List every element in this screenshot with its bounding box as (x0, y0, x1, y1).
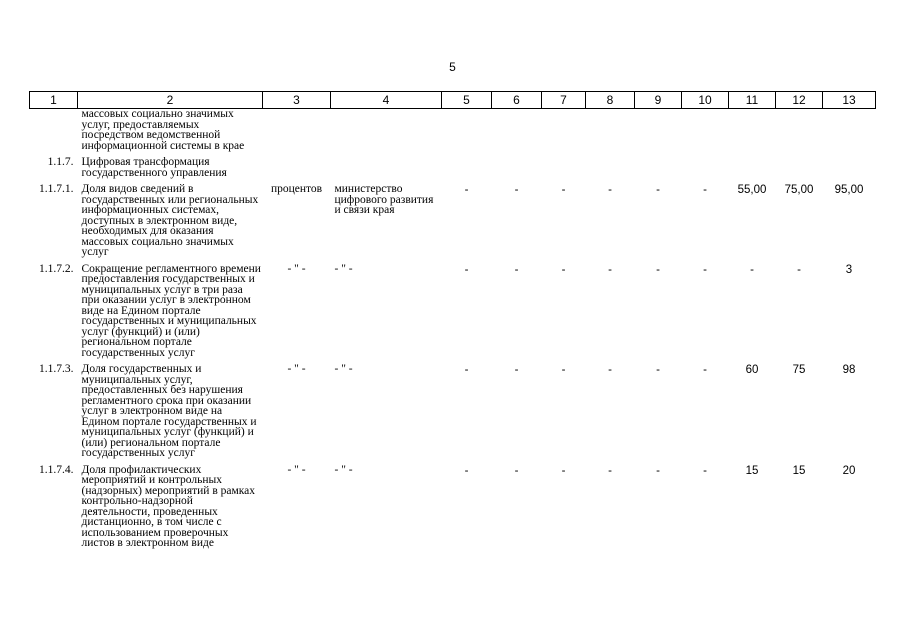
responsible-cell (331, 109, 442, 156)
value-cell: - (608, 263, 612, 276)
value-cell (729, 109, 776, 156)
column-header: 11 (729, 92, 776, 109)
column-header: 2 (78, 92, 263, 109)
value-cell (442, 155, 492, 182)
column-header: 13 (823, 92, 876, 109)
indicator-description: массовых социально значимых услуг, предоставляемых посредством ведомственной информационной системы в крае (81, 108, 245, 152)
value-cell: - (561, 184, 566, 196)
value-cell: 60 (745, 364, 759, 376)
indicators-table (29, 91, 876, 549)
value-cell (682, 109, 729, 156)
unit-cell: - " - (287, 363, 306, 375)
row-number: 1.1.7.1. (39, 183, 74, 195)
unit-cell (263, 109, 331, 156)
value-cell: - (703, 263, 707, 276)
value-cell: - (464, 263, 469, 276)
unit-cell (263, 155, 331, 182)
value-cell: - (561, 364, 566, 376)
indicator-description: Доля государственных и муниципальных услуг, предоставленных без нарушения регламентного срока при оказании услуг в электронном виде на Едином портале государственных и муниципальных услуг (функций) и (или) региональном портале государственных услуг (81, 363, 257, 459)
value-cell (635, 109, 682, 156)
responsible-cell: - " - (334, 463, 353, 476)
value-cell (776, 155, 823, 182)
value-cell: 75 (792, 364, 806, 376)
value-cell: - (561, 464, 566, 477)
column-header: 1 (30, 92, 78, 109)
value-cell: - (514, 364, 519, 376)
value-cell: - (608, 464, 612, 477)
value-cell (823, 109, 876, 156)
value-cell: - (608, 184, 612, 196)
responsible-cell: министерство цифрового развития и связи края (334, 183, 434, 216)
responsible-cell: - " - (334, 363, 353, 375)
value-cell: - (703, 364, 707, 376)
value-cell (542, 109, 586, 156)
value-cell: 55,00 (737, 184, 767, 196)
column-header: 4 (331, 92, 442, 109)
value-cell: 20 (842, 464, 856, 477)
value-cell: 15 (745, 464, 759, 477)
value-cell (635, 155, 682, 182)
column-header: 10 (682, 92, 729, 109)
column-header: 7 (542, 92, 586, 109)
value-cell: 98 (842, 364, 856, 376)
table-row (30, 109, 876, 156)
value-cell: - (703, 464, 707, 477)
indicator-description: Сокращение регламентного времени предоставления государственных и муниципальных услуг в три раза при оказании услуг в электронном виде на Едином портале государственных и муниципальных услуг (функций) и (или) региональном портале государственных услуг (81, 262, 261, 359)
value-cell (442, 109, 492, 156)
value-cell: - (656, 184, 660, 196)
row-number: 1.1.7.2. (39, 262, 74, 275)
table-row (30, 262, 876, 363)
column-header: 12 (776, 92, 823, 109)
page-number: 5 (449, 60, 456, 74)
value-cell (586, 109, 635, 156)
value-cell: - (464, 464, 469, 477)
value-cell: - (797, 263, 801, 276)
value-cell: - (656, 364, 660, 376)
value-cell: - (464, 184, 469, 196)
column-header: 9 (635, 92, 682, 109)
column-header-row (30, 92, 876, 109)
value-cell: - (656, 464, 660, 477)
value-cell: - (561, 263, 566, 276)
column-header: 3 (263, 92, 331, 109)
value-cell (492, 109, 542, 156)
value-cell: 3 (845, 263, 853, 276)
value-cell: 15 (792, 464, 806, 477)
row-number (30, 109, 78, 156)
value-cell (682, 155, 729, 182)
value-cell (586, 155, 635, 182)
value-cell: - (703, 184, 707, 196)
value-cell: - (656, 263, 660, 276)
column-header: 5 (442, 92, 492, 109)
unit-cell: - " - (287, 262, 306, 275)
table-row (30, 182, 876, 262)
value-cell (823, 155, 876, 182)
value-cell (776, 109, 823, 156)
table-row (30, 463, 876, 549)
row-number: 1.1.7.4. (39, 463, 74, 476)
column-header: 8 (586, 92, 635, 109)
column-header: 6 (492, 92, 542, 109)
value-cell (729, 155, 776, 182)
value-cell: - (514, 184, 519, 196)
value-cell: - (464, 364, 469, 376)
row-number: 1.1.7. (47, 156, 74, 168)
value-cell: - (608, 364, 612, 376)
unit-cell: процентов (270, 183, 323, 195)
unit-cell: - " - (287, 463, 306, 476)
row-number: 1.1.7.3. (39, 363, 74, 375)
responsible-cell: - " - (334, 262, 353, 275)
responsible-cell (331, 155, 442, 182)
indicator-description: Цифровая трансформация государственного управления (81, 156, 227, 179)
value-cell (492, 155, 542, 182)
indicator-description: Доля видов сведений в государственных или региональных информационных системах, доступных в электронном виде, необходимых для оказания массовых социально значимых услуг (81, 183, 259, 258)
value-cell: 95,00 (834, 184, 864, 196)
value-cell: - (514, 263, 519, 276)
indicator-description: Доля профилактических мероприятий и контрольных (надзорных) мероприятий в рамках контрольно-надзорной деятельности, проведенных дистанционно, в том числе с использованием проверочных листов в электронном виде (81, 463, 256, 549)
value-cell: - (750, 263, 754, 276)
value-cell: - (514, 464, 519, 477)
table-row (30, 155, 876, 182)
value-cell: 75,00 (784, 184, 814, 196)
value-cell (542, 155, 586, 182)
table-row (30, 362, 876, 463)
